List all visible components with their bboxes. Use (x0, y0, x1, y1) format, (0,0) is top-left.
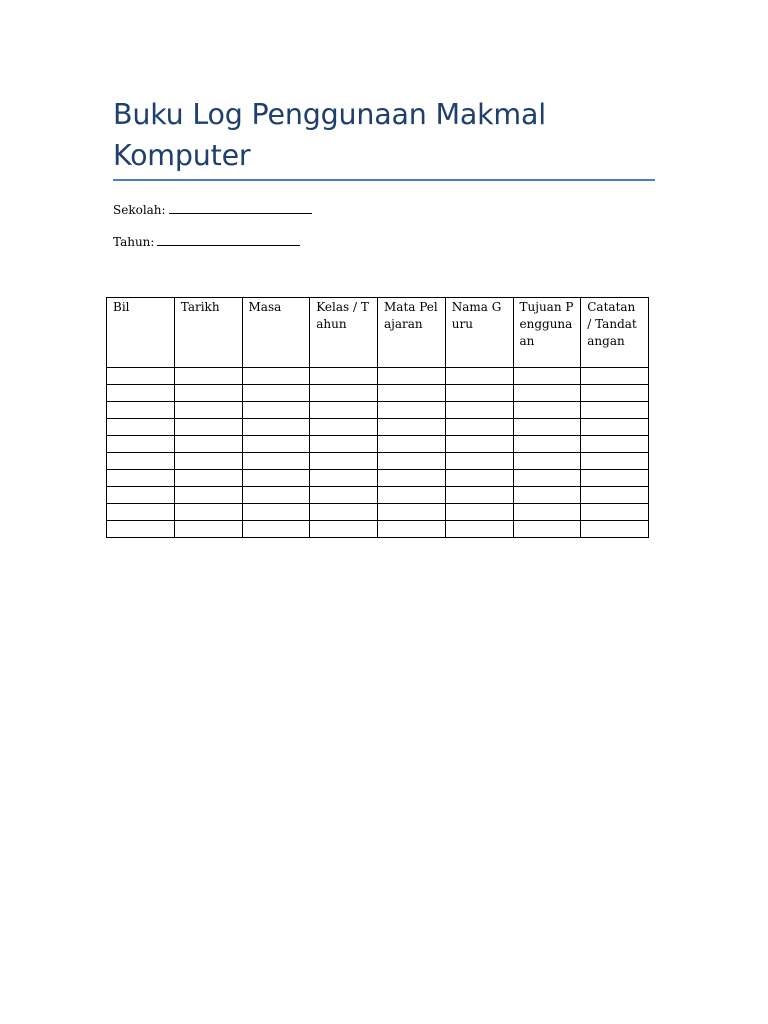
table-cell[interactable] (107, 504, 175, 521)
table-row (107, 521, 649, 538)
table-cell[interactable] (445, 368, 513, 385)
table-cell[interactable] (581, 402, 649, 419)
table-cell[interactable] (378, 436, 446, 453)
table-body (107, 368, 649, 538)
table-cell[interactable] (310, 504, 378, 521)
column-header-bil: Bil (107, 298, 175, 368)
table-cell[interactable] (581, 504, 649, 521)
table-cell[interactable] (242, 368, 310, 385)
table-cell[interactable] (242, 419, 310, 436)
table-cell[interactable] (174, 368, 242, 385)
table-cell[interactable] (445, 504, 513, 521)
table-cell[interactable] (445, 487, 513, 504)
table-cell[interactable] (581, 436, 649, 453)
table-cell[interactable] (242, 504, 310, 521)
table-cell[interactable] (445, 436, 513, 453)
table-cell[interactable] (174, 385, 242, 402)
table-cell[interactable] (242, 453, 310, 470)
table-cell[interactable] (310, 521, 378, 538)
year-label: Tahun: (113, 235, 155, 249)
table-cell[interactable] (513, 521, 581, 538)
table-cell[interactable] (174, 453, 242, 470)
table-cell[interactable] (310, 436, 378, 453)
table-cell[interactable] (310, 453, 378, 470)
table-row (107, 368, 649, 385)
table-cell[interactable] (581, 470, 649, 487)
table-cell[interactable] (107, 419, 175, 436)
table-cell[interactable] (242, 487, 310, 504)
table-cell[interactable] (513, 487, 581, 504)
table-cell[interactable] (174, 504, 242, 521)
table-cell[interactable] (513, 419, 581, 436)
table-cell[interactable] (378, 521, 446, 538)
table-cell[interactable] (174, 436, 242, 453)
table-cell[interactable] (378, 419, 446, 436)
table-row (107, 487, 649, 504)
title-underline (113, 179, 655, 181)
column-header-mata-pelajaran: Mata Pelajaran (378, 298, 446, 368)
table-cell[interactable] (513, 385, 581, 402)
table-cell[interactable] (445, 402, 513, 419)
table-cell[interactable] (445, 470, 513, 487)
table-cell[interactable] (513, 453, 581, 470)
table-cell[interactable] (174, 470, 242, 487)
school-field (113, 202, 312, 218)
table-cell[interactable] (513, 436, 581, 453)
table-row (107, 419, 649, 436)
table-cell[interactable] (107, 368, 175, 385)
lab-usage-log-table (106, 297, 649, 538)
table-cell[interactable] (581, 419, 649, 436)
column-header-nama-guru: Nama Guru (445, 298, 513, 368)
table-cell[interactable] (174, 487, 242, 504)
table-cell[interactable] (174, 521, 242, 538)
table-cell[interactable] (581, 368, 649, 385)
table-cell[interactable] (378, 487, 446, 504)
table-cell[interactable] (107, 470, 175, 487)
table-cell[interactable] (378, 470, 446, 487)
table-cell[interactable] (310, 402, 378, 419)
table-row (107, 504, 649, 521)
table-cell[interactable] (513, 504, 581, 521)
table-cell[interactable] (174, 419, 242, 436)
table-cell[interactable] (513, 470, 581, 487)
table-cell[interactable] (581, 385, 649, 402)
table-cell[interactable] (513, 368, 581, 385)
table-cell[interactable] (242, 436, 310, 453)
table-cell[interactable] (378, 402, 446, 419)
table-cell[interactable] (107, 436, 175, 453)
table-cell[interactable] (310, 487, 378, 504)
table-cell[interactable] (378, 504, 446, 521)
table-cell[interactable] (310, 368, 378, 385)
column-header-tujuan-penggunaan: Tujuan Penggunaan (513, 298, 581, 368)
table-cell[interactable] (581, 453, 649, 470)
table-cell[interactable] (107, 487, 175, 504)
table-cell[interactable] (378, 385, 446, 402)
table-cell[interactable] (581, 521, 649, 538)
table-cell[interactable] (445, 453, 513, 470)
table-cell[interactable] (242, 385, 310, 402)
table-cell[interactable] (310, 470, 378, 487)
table-cell[interactable] (310, 419, 378, 436)
table-cell[interactable] (445, 521, 513, 538)
table-cell[interactable] (242, 521, 310, 538)
table-row (107, 436, 649, 453)
table-cell[interactable] (242, 470, 310, 487)
table-cell[interactable] (242, 402, 310, 419)
table-cell[interactable] (445, 419, 513, 436)
table-row (107, 385, 649, 402)
school-blank-line[interactable] (169, 202, 312, 214)
table-cell[interactable] (581, 487, 649, 504)
table-cell[interactable] (378, 453, 446, 470)
table-cell[interactable] (107, 453, 175, 470)
column-header-kelas-tahun: Kelas / Tahun (310, 298, 378, 368)
table-row (107, 470, 649, 487)
column-header-tarikh: Tarikh (174, 298, 242, 368)
table-row (107, 453, 649, 470)
table-cell[interactable] (107, 402, 175, 419)
table-cell[interactable] (174, 402, 242, 419)
school-label: Sekolah: (113, 203, 166, 217)
table-row (107, 402, 649, 419)
year-field (113, 234, 300, 250)
column-header-catatan-tandatangan: Catatan / Tandatangan (581, 298, 649, 368)
document-title: Buku Log Penggunaan Makmal Komputer (113, 98, 546, 172)
table-cell[interactable] (107, 521, 175, 538)
table-cell[interactable] (378, 368, 446, 385)
column-header-masa: Masa (242, 298, 310, 368)
table-cell[interactable] (445, 385, 513, 402)
table-cell[interactable] (513, 402, 581, 419)
table-cell[interactable] (310, 385, 378, 402)
table-header-row (107, 298, 649, 368)
table-cell[interactable] (107, 385, 175, 402)
year-blank-line[interactable] (157, 234, 300, 246)
